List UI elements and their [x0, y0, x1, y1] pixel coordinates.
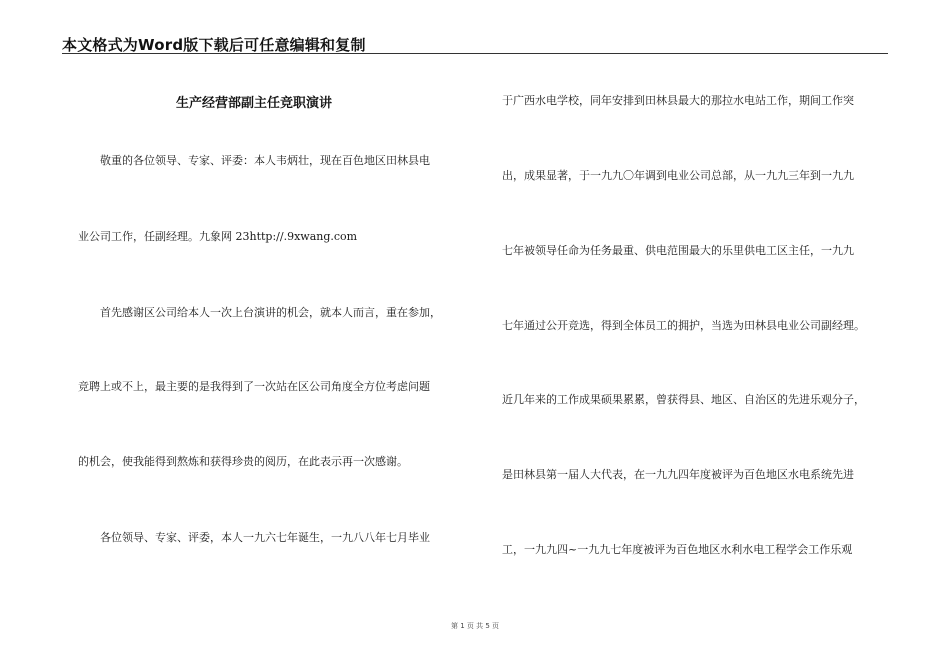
left-line-1: 敬重的各位领导、专家、评委：本人韦炳壮，现在百色地区田林县电	[100, 154, 430, 167]
right-line-3: 七年被领导任命为任务最重、供电范围最大的乐里供电工区主任，一九九	[502, 244, 854, 257]
left-line-3: 首先感谢区公司给本人一次上台演讲的机会，就本人而言，重在参加，	[100, 306, 441, 319]
right-line-6: 是田林县第一届人大代表，在一九九四年度被评为百色地区水电系统先进	[502, 468, 854, 481]
left-line-5: 的机会，使我能得到熬炼和获得珍贵的阅历，在此表示再一次感谢。	[78, 455, 408, 468]
document-title: 生产经营部副主任竞职演讲	[176, 96, 333, 111]
right-line-1: 于广西水电学校，同年安排到田林县最大的那拉水电站工作，期间工作突	[502, 94, 854, 107]
banner-divider	[62, 53, 888, 54]
right-line-4: 七年通过公开竞选，得到全体员工的拥护，当选为田林县电业公司副经理。	[502, 319, 865, 332]
left-line-2: 业公司工作，任副经理。九象网 23http://.9xwang.com	[78, 230, 358, 243]
right-line-5: 近几年来的工作成果硕果累累，曾获得县、地区、自治区的先进乐观分子，	[502, 393, 865, 406]
page-number: 第 1 页 共 5 页	[450, 622, 500, 630]
right-line-2: 出，成果显著，于一九九〇年调到电业公司总部，从一九九三年到一九九	[502, 169, 854, 182]
right-line-7: 工，一九九四~一九九七年度被评为百色地区水利水电工程学会工作乐观	[502, 543, 853, 556]
document-banner: 本文格式为Word版下载后可任意编辑和复制	[62, 36, 366, 54]
left-line-6: 各位领导、专家、评委，本人一九六七年诞生，一九八八年七月毕业	[100, 531, 430, 544]
left-line-4: 竞聘上或不上，最主要的是我得到了一次站在区公司角度全方位考虑问题	[78, 380, 430, 393]
